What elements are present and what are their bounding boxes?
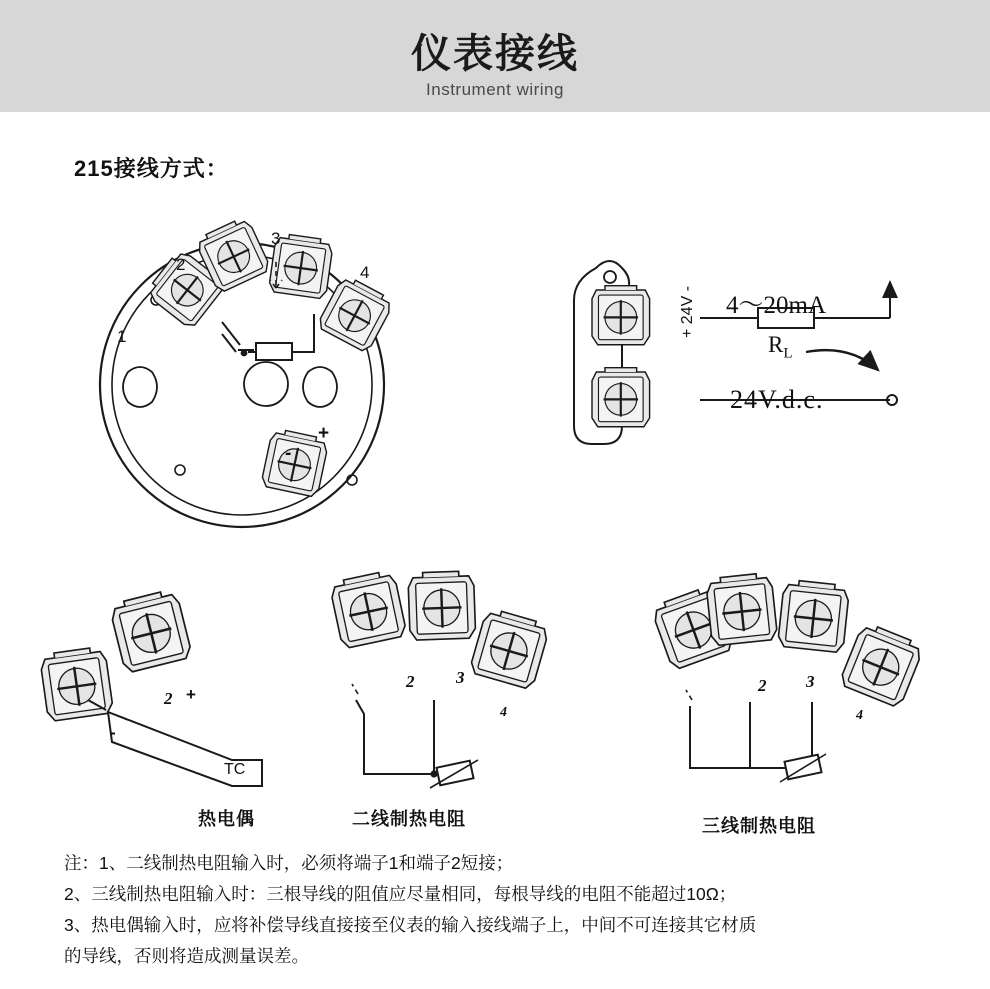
rtd-3wire-caption: 三线制热电阻	[702, 816, 816, 836]
thermocouple-caption: 热电偶	[198, 809, 255, 829]
load-resistor-letter: R	[768, 332, 784, 357]
board-polarity-minus: -	[285, 443, 292, 464]
load-resistor-subscript: L	[783, 345, 793, 362]
rtd2-terminal-number-3: 3	[456, 668, 465, 687]
supply-voltage-label: 24V.d.c.	[730, 385, 824, 414]
rtd-2wire-caption: 二线制热电阻	[352, 809, 466, 829]
rtd-3wire-diagram	[650, 572, 924, 782]
board-terminal-number-2: 2	[176, 255, 186, 274]
rtd3-terminal-number-2: 2	[758, 676, 767, 695]
board-polarity-plus: +	[318, 423, 330, 444]
board-terminal-number-1: 1	[117, 327, 127, 346]
tc-plus-sign: +	[186, 685, 196, 704]
rtd2-terminal-number-2: 2	[406, 672, 415, 691]
rtd2-terminal-number-4: 4	[500, 705, 507, 720]
rtd3-terminal-number-4: 4	[856, 708, 863, 723]
page-title-cn: 仪表接线	[411, 32, 579, 76]
note-line-4: 的导线，否则将造成测量误差。	[64, 946, 309, 966]
rtd-2wire-diagram	[329, 570, 550, 788]
tc-minus-sign: -	[110, 723, 116, 742]
rtd3-terminal-number-3: 3	[806, 672, 815, 691]
notes-block	[64, 848, 944, 972]
current-range-label: 4～20mA	[726, 292, 827, 319]
tc-device-label: TC	[224, 761, 246, 778]
note-line-3: 3、热电偶输入时，应将补偿导线直接接至仪表的输入接线端子上，中间不可连接其它材质	[64, 915, 757, 935]
round-terminal-board	[100, 216, 395, 527]
note-line-1: 注：1、二线制热电阻输入时，必须将端子1和端子2短接；	[64, 853, 514, 873]
thermocouple-diagram	[39, 588, 262, 786]
load-resistor-label	[768, 332, 793, 363]
section-title: 215接线方式：	[74, 156, 229, 181]
board-terminal-number-3: 3	[271, 229, 281, 248]
page-title-en: Instrument wiring	[426, 80, 564, 99]
supply-terminal-label: + 24V -	[679, 285, 696, 338]
note-line-2: 2、三线制热电阻输入时：三根导线的阻值应尽量相同，每根导线的电阻不能超过10Ω；	[64, 884, 737, 904]
board-terminal-number-4: 4	[360, 263, 370, 282]
tc-terminal-number-2: 2	[164, 689, 173, 708]
